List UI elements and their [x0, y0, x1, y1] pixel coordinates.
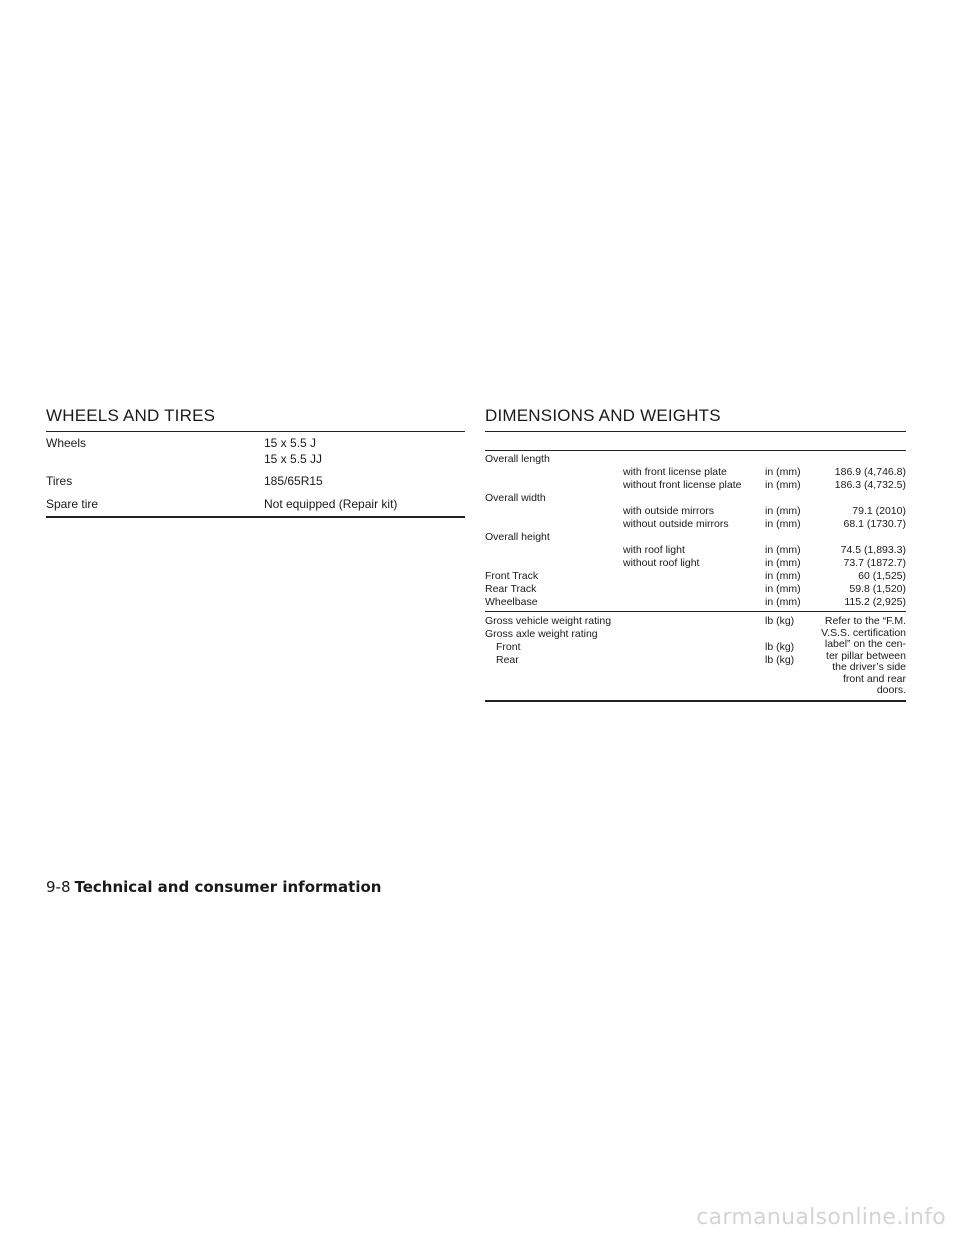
- weight-rating-note: [786, 616, 906, 697]
- note-line: ter pillar between: [826, 649, 906, 662]
- row-sublabel: without outside mirrors: [623, 518, 729, 530]
- row-unit: in (mm): [765, 583, 801, 595]
- row-label: Wheels: [46, 436, 87, 450]
- row-value: 115.2 (2,925): [844, 596, 906, 608]
- row-unit: in (mm): [765, 570, 801, 582]
- table-row: [485, 596, 906, 609]
- table-row: [485, 557, 906, 570]
- dimensions-block: [485, 451, 906, 612]
- watermark: carmanualsonline.info: [696, 1205, 946, 1230]
- row-value: 59.8 (1,520): [849, 583, 906, 595]
- row-label: Wheelbase: [485, 596, 538, 608]
- weights-block: [485, 612, 906, 700]
- row-label: Overall length: [485, 453, 550, 465]
- row-unit: in (mm): [765, 505, 801, 517]
- row-unit: lb (kg): [765, 641, 795, 653]
- row-unit: in (mm): [765, 557, 801, 569]
- note-line: Refer to the “F.M.: [824, 615, 906, 627]
- table-row: [46, 470, 465, 493]
- row-sublabel: without front license plate: [623, 479, 742, 491]
- table-row: [46, 432, 465, 470]
- table-row: [485, 479, 906, 492]
- page-footer: [46, 878, 381, 896]
- table-row: [485, 544, 906, 557]
- row-label: Overall width: [485, 492, 546, 504]
- table-row: [485, 531, 906, 544]
- row-value: 15 x 5.5 J: [264, 436, 317, 450]
- page-number: 9-8: [46, 878, 71, 896]
- note-line: doors.: [876, 684, 906, 696]
- row-label: Spare tire: [46, 497, 99, 511]
- row-sublabel: with outside mirrors: [623, 505, 715, 517]
- table-row: [485, 492, 906, 505]
- note-line: label” on the cen-: [824, 638, 906, 650]
- table-row: [485, 518, 906, 531]
- row-label: Gross axle weight rating: [485, 628, 598, 640]
- row-unit: in (mm): [765, 466, 801, 478]
- row-label: Rear Track: [485, 583, 537, 595]
- note-line: V.S.S. certification: [821, 626, 906, 639]
- note-line: front and rear: [842, 672, 906, 685]
- row-value: 60 (1,525): [858, 570, 906, 582]
- row-unit: in (mm): [765, 518, 801, 530]
- row-label: Front Track: [485, 570, 539, 582]
- table-row: [46, 493, 465, 516]
- row-value: 186.3 (4,732.5): [834, 479, 906, 491]
- row-sublabel: with front license plate: [623, 466, 727, 478]
- note-line: the driver’s side: [832, 661, 906, 673]
- wheels-tires-table: [46, 431, 465, 518]
- table-row: [485, 570, 906, 583]
- table-header-gap: [485, 432, 906, 451]
- row-unit: in (mm): [765, 544, 801, 556]
- row-value: 68.1 (1730.7): [843, 518, 906, 530]
- row-value: 73.7 (1872.7): [843, 557, 906, 569]
- row-label: Overall height: [485, 531, 550, 543]
- row-value: 79.1 (2010): [852, 505, 906, 517]
- section-title: Technical and consumer information: [74, 878, 382, 896]
- row-value: Not equipped (Repair kit): [264, 497, 398, 511]
- row-unit: in (mm): [765, 479, 801, 491]
- row-unit: lb (kg): [765, 615, 795, 627]
- row-unit: in (mm): [765, 596, 801, 608]
- row-sublabel: without roof light: [623, 557, 700, 569]
- row-unit: lb (kg): [765, 654, 795, 666]
- table-row: [485, 466, 906, 479]
- dimensions-table: [485, 431, 906, 702]
- row-label: Gross vehicle weight rating: [485, 615, 612, 627]
- row-sublabel: with roof light: [623, 544, 685, 556]
- row-label: Rear: [496, 654, 519, 666]
- row-value: 15 x 5.5 JJ: [264, 452, 323, 466]
- table-row: [485, 583, 906, 596]
- row-value: 185/65R15: [264, 474, 323, 488]
- dimensions-weights-heading: DIMENSIONS AND WEIGHTS: [485, 406, 721, 425]
- table-row: [485, 453, 906, 466]
- row-label: Tires: [46, 474, 73, 488]
- row-value: 74.5 (1,893.3): [840, 544, 906, 556]
- table-row: [485, 505, 906, 518]
- wheels-tires-heading: WHEELS AND TIRES: [46, 406, 216, 425]
- row-value: 186.9 (4,746.8): [834, 466, 906, 478]
- row-label: Front: [496, 641, 521, 653]
